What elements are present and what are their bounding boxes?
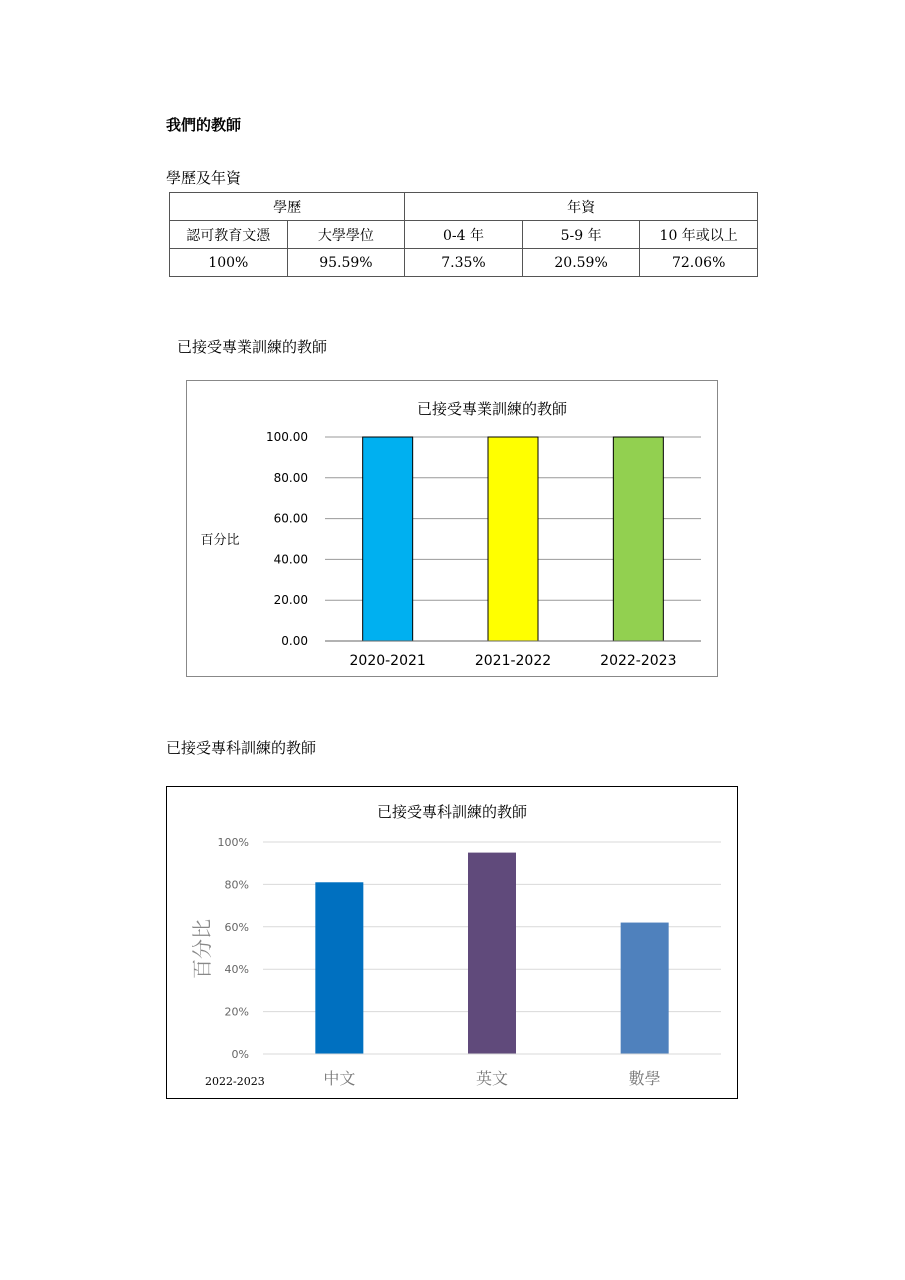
y-tick-label: 20% [224, 1005, 249, 1019]
subject-training-chart [166, 786, 738, 1099]
subject-training-label: 已接受專科訓練的教師 [166, 739, 317, 757]
page-heading: 我們的教師 [166, 116, 242, 134]
table-cell: 100% [170, 249, 288, 277]
subject-training-chart-svg [167, 787, 737, 1098]
y-tick-label: 80.00 [273, 470, 308, 485]
y-axis-label: 百分比 [200, 533, 240, 548]
x-category-label: 數學 [628, 1069, 661, 1088]
bar [363, 437, 413, 641]
y-tick-label: 40.00 [273, 552, 308, 567]
y-tick-label: 60% [224, 920, 249, 934]
table-cell: 7.35% [405, 249, 523, 277]
table-cell: 95.59% [287, 249, 405, 277]
y-tick-label: 100.00 [266, 430, 308, 444]
bar [621, 923, 669, 1054]
y-tick-label: 40% [224, 963, 249, 977]
x-category-label: 中文 [323, 1069, 356, 1088]
column-header: 認可教育文憑 [170, 221, 288, 249]
y-tick-label: 60.00 [273, 511, 308, 526]
professional-training-chart [186, 380, 718, 677]
chart-title: 已接受專業訓練的教師 [416, 400, 568, 418]
professional-training-chart-svg [187, 381, 717, 676]
x-category-label: 2021-2022 [474, 653, 552, 669]
x-category-label: 2020-2021 [349, 653, 426, 669]
column-header: 5-9 年 [522, 221, 640, 249]
y-tick-label: 80% [224, 878, 249, 892]
y-tick-label: 100% [217, 836, 249, 849]
qualification-table [169, 192, 758, 277]
column-header: 10 年或以上 [640, 221, 758, 249]
bar [315, 882, 363, 1054]
column-header: 0-4 年 [405, 221, 523, 249]
qualification-section-title: 學歷及年資 [166, 169, 242, 187]
y-tick-label: 20.00 [273, 593, 308, 608]
table-cell: 20.59% [522, 249, 640, 277]
chart-title: 已接受專科訓練的教師 [376, 803, 528, 821]
y-tick-label: 0.00 [281, 634, 308, 648]
y-axis-label: 百分比 [190, 919, 214, 979]
y-tick-label: 0% [231, 1048, 249, 1061]
x-category-label: 英文 [475, 1069, 509, 1088]
professional-training-label: 已接受專業訓練的教師 [177, 338, 328, 356]
bar [468, 853, 516, 1054]
group-header-qualification: 學歷 [170, 193, 405, 221]
bar [613, 437, 663, 641]
column-header: 大學學位 [287, 221, 405, 249]
table-cell: 72.06% [640, 249, 758, 277]
bar [488, 437, 538, 641]
x-category-label: 2022-2023 [600, 653, 677, 669]
group-header-seniority: 年資 [405, 193, 758, 221]
chart-year-footnote: 2022-2023 [205, 1075, 265, 1088]
